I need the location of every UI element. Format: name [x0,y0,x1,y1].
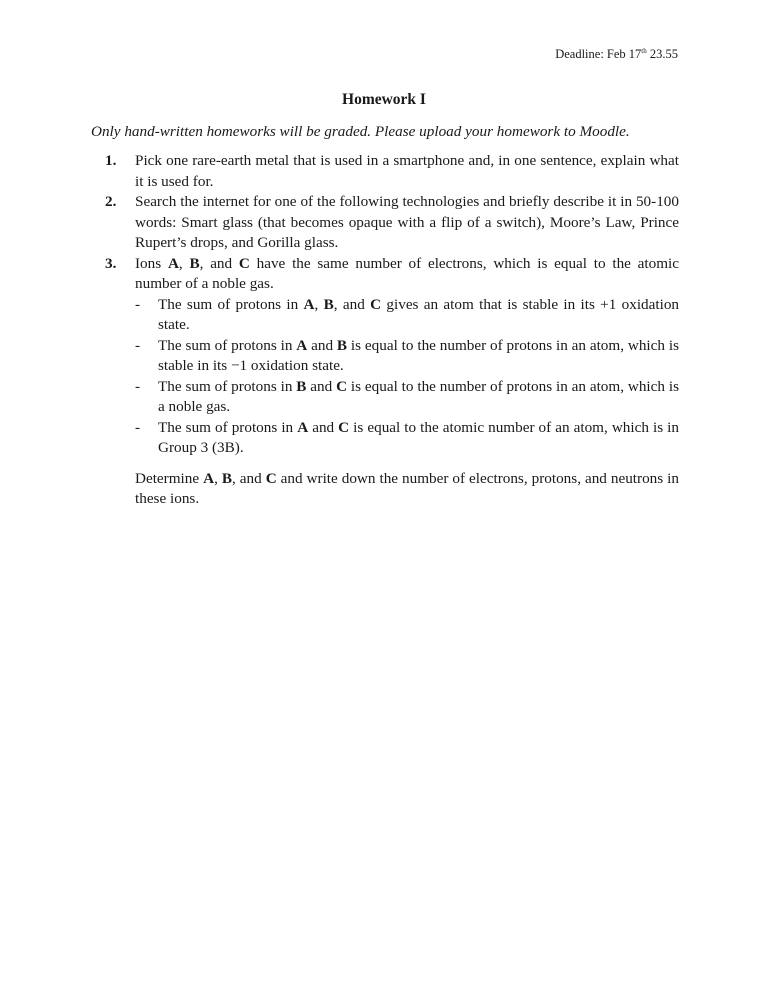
clue-item [135,418,679,459]
question-text: Pick one rare-earth metal that is used in a smartphone and, in one sentence, explain what it is used for. [135,152,679,190]
ion-c-label: C [238,254,250,272]
clue-item [135,295,679,336]
ion-label: B [323,295,334,313]
clue-text: The sum of protons in [158,377,297,395]
clue-text: The sum of protons in [158,418,298,436]
clue-text: and [307,336,337,354]
ion-c-label: C [265,469,277,487]
question-2 [105,192,679,254]
conclusion-text: , [214,469,222,487]
instructions-note: Only hand-written homeworks will be graded. Please upload your homework to Moodle. [91,123,630,140]
ion-label: A [297,418,309,436]
conclusion-text: Determine [135,469,204,487]
list-dash: - [135,418,141,436]
clue-item [135,336,679,377]
clue-text: , [314,295,324,313]
clue-text: is equal to the atomic number of an atom, which is in Group 3 (3B). [158,418,679,456]
question-conclusion [135,469,679,510]
clue-item [135,377,679,418]
ion-a-label: A [203,469,215,487]
intro-text: Ions [135,254,168,272]
clue-list [135,295,679,459]
deadline-ordinal-suffix: th [641,47,647,55]
ion-label: B [336,336,348,354]
question-number: 3. [105,254,117,272]
list-dash: - [135,377,141,395]
ion-label: A [296,336,308,354]
question-intro [135,254,679,295]
ion-label: C [370,295,382,313]
question-number: 1. [105,152,117,169]
clue-text: and [306,377,337,395]
question-1 [105,151,679,192]
deadline-time: 23.55 [646,47,678,61]
clue-text: The sum of protons in [158,295,304,313]
clue-text: and [308,418,339,436]
clue-text: is equal to the number of protons in an atom, which is a noble gas. [158,377,679,415]
question-text: Search the internet for one of the following technologies and briefly describe it in 50-100 words: Smart glass (that becomes opaque with a flip of a switch), Moore’s Law, Prince Rupert’s drops, and Gorilla glass. [135,193,679,251]
clue-text: , and [333,295,371,313]
list-dash: - [135,295,141,313]
question-number: 2. [105,193,117,210]
ion-label: B [296,377,307,395]
conclusion-text: , and [231,469,266,487]
ion-b-label: B [221,469,232,487]
page-title: Homework I [342,91,426,108]
ion-label: C [336,377,348,395]
clue-text: is equal to the number of protons in an atom, which is stable in its −1 oxidation state. [158,336,679,374]
intro-text: have the same number of electrons, which is equal to the atomic number of a noble gas. [135,254,680,292]
clue-text: gives an atom that is stable in its +1 oxidation state. [158,295,680,333]
question-list [105,151,679,510]
deadline-prefix: Deadline: Feb 17 [555,47,642,61]
deadline-note [555,46,678,62]
list-dash: - [135,336,141,354]
ion-b-label: B [189,254,200,272]
conclusion-text: and write down the number of electrons, protons, and neutrons in these ions. [135,469,679,507]
intro-text: , [178,254,190,272]
question-3 [105,254,679,510]
ion-label: C [338,418,350,436]
intro-text: , and [199,254,239,272]
ion-a-label: A [167,254,179,272]
clue-text: The sum of protons in [158,336,297,354]
ion-label: A [303,295,315,313]
